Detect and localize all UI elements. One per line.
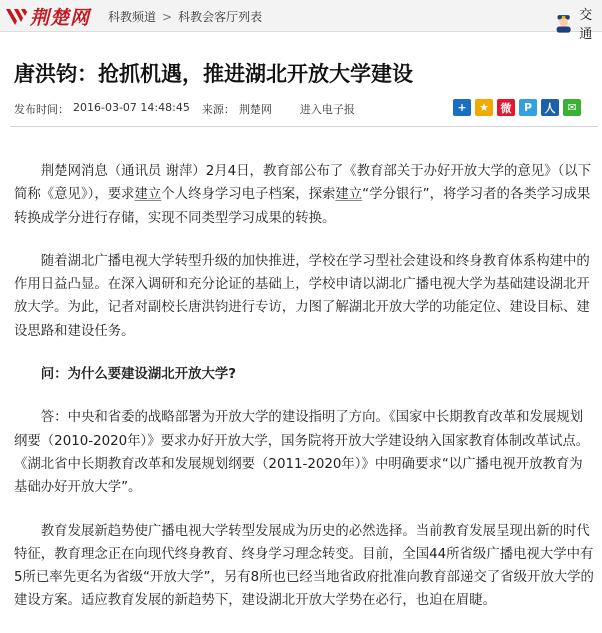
share-toolbar xyxy=(453,99,581,116)
article-title: 唐洪钧：抢抓机遇，推进湖北开放大学建设 xyxy=(14,62,413,86)
breadcrumb-item-list[interactable]: 科教会客厅列表 xyxy=(178,10,263,24)
share-renren-icon[interactable]: 人 xyxy=(541,99,559,116)
text-run: 荆楚网消息（通讯员 谢萍）2月4日，教育部公布了《教育部关于办好开放大学的意见》（以下简称《意见》），要求 xyxy=(14,164,592,203)
share-weibo-icon[interactable]: 微 xyxy=(497,99,515,116)
breadcrumb-item-channel[interactable]: 科教频道 xyxy=(108,10,157,24)
source-name: 荆楚网 xyxy=(238,103,272,116)
top-bar xyxy=(0,0,602,42)
source-label: 来源： xyxy=(201,103,235,116)
publish-label: 发布时间： xyxy=(14,103,69,116)
paragraph-background: 随着湖北广播电视大学转型升级的加快推进，学校在学习型社会建设和终身教育体系构建中的作用日益凸显。在深入调研和充分论证的基础上，学校申请以湖北广播电视大学为基础建设湖北开放大学。为此，记者对副校长唐洪钧进行专访，力图了解湖北开放大学的功能定位、建设目标、建设思路和建设任务。 xyxy=(14,253,590,339)
keyword-link[interactable]: 建立 xyxy=(335,187,363,203)
share-tencent-weibo-icon[interactable]: P xyxy=(519,99,537,116)
traffic-nav-label: 交通 xyxy=(579,8,593,42)
share-qzone-icon[interactable]: ★ xyxy=(475,99,493,116)
text-run: 个人终身学习电子档案，探索 xyxy=(161,187,336,203)
paragraph-trend: 教育发展新趋势使广播电视大学转型发展成为历史的必然选择。当前教育发展呈现出新的时代特征，教育理念正在向现代终身教育、终身学习理念转变。目前，全国44所省级广播电视大学中有5所已率先更名为省级“开放大学”，另有8所也已经当地省政府批准向教育部递交了省级开放大学的建设方案。适应教育发展的新趋势下，建设湖北开放大学势在必行，也迫在眉睫。 xyxy=(14,523,594,609)
header-divider xyxy=(10,126,598,127)
police-avatar-icon xyxy=(554,12,573,34)
text-run: “学分银行”，将学习者的各类学习成果转换成学分进行存储，实现不同类型学习成果的转换。 xyxy=(14,187,591,226)
logo-text: 荆楚网 xyxy=(30,6,91,29)
publish-time: 2016-03-07 14:48:45 xyxy=(73,101,190,114)
answer-paragraph: 答：中央和省委的战略部署为开放大学的建设指明了方向。《国家中长期教育改革和发展规划纲要（2010-2020年）》要求办好开放大学，国务院将开放大学建设纳入国家教育体制改革试点。《湖北省中长期教育改革和发展规划纲要（2011-2020年）》中明确要求“以广播电视开放教育为基础办好开放大学”。 xyxy=(14,410,590,496)
breadcrumb xyxy=(108,8,262,25)
article-body xyxy=(14,160,596,633)
traffic-nav[interactable] xyxy=(554,4,602,42)
share-more-icon[interactable]: + xyxy=(453,99,471,116)
site-logo[interactable] xyxy=(4,4,90,28)
article-meta xyxy=(14,101,355,117)
paragraph-intro xyxy=(14,160,596,230)
keyword-link[interactable]: 建立 xyxy=(134,187,162,203)
epaper-link[interactable]: 进入电子报 xyxy=(299,103,355,116)
share-wechat-icon[interactable]: ✉ xyxy=(563,99,581,116)
breadcrumb-separator: > xyxy=(162,9,173,24)
question-heading: 问：为什么要建设湖北开放大学? xyxy=(40,367,237,383)
logo-mark-icon xyxy=(4,5,28,27)
